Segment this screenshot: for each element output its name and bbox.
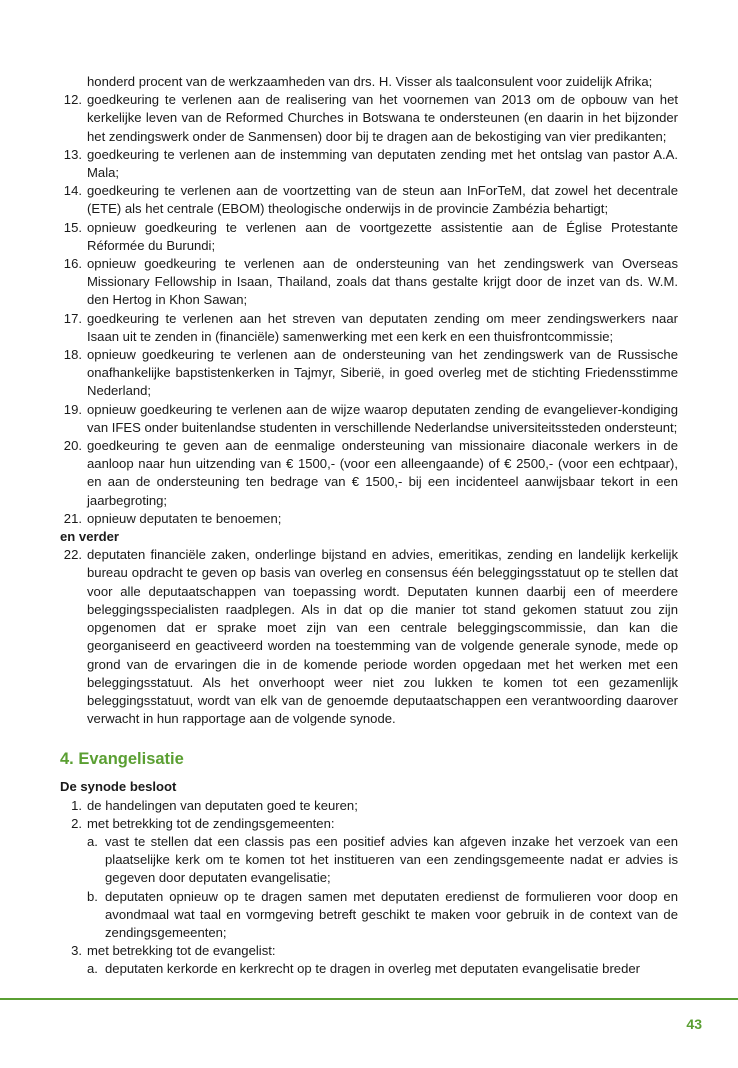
sub-list-item xyxy=(60,833,678,888)
footer-divider xyxy=(0,998,738,1000)
document-body xyxy=(60,73,678,979)
item-text: goedkeuring te verlenen aan de voortzetting van de steun aan InForTeM, dat zowel het decentrale (ETE) als het centrale (EBOM) theologische onderwijs in de provincie Zambézia behartigt; xyxy=(87,183,678,217)
list-item xyxy=(60,310,678,346)
item-text: goedkeuring te verlenen aan de instemming van deputaten zending met het ontslag van pastor A.A. Mala; xyxy=(87,146,678,181)
item-number: 12. xyxy=(63,92,82,108)
item-text: opnieuw goedkeuring te verlenen aan de voortgezette assistentie aan de Église Protestante Réformée du Burundi; xyxy=(87,219,678,253)
decision-list xyxy=(60,91,678,528)
list-item xyxy=(60,91,678,146)
item-number: 21. xyxy=(63,510,82,526)
item-number: 19. xyxy=(63,401,82,417)
item-number: 17. xyxy=(63,310,82,326)
item-text: opnieuw goedkeuring te verlenen aan de ondersteuning van het zendingswerk van Overseas Missionary Fellowship in Isaan, Thailand, zoals dat thans gestalte krijgt door de inzet van ds. W.M. den Hertog in Khon Sawan; xyxy=(87,256,678,308)
item-number: 2. xyxy=(71,815,82,831)
page-number: 43 xyxy=(686,1016,702,1032)
item-number: 22. xyxy=(63,547,82,563)
section-heading: 4. Evangelisatie xyxy=(60,750,184,769)
list-item xyxy=(60,546,678,728)
list-item-continuation: honderd procent van de werkzaamheden van drs. H. Visser als taalconsulent voor zuidelijk Afrika; xyxy=(87,74,653,89)
item-number: 18. xyxy=(63,347,82,363)
item-text: met betrekking tot de evangelist: xyxy=(87,943,276,959)
item-text: met betrekking tot de zendingsgemeenten: xyxy=(87,815,335,831)
list-item xyxy=(60,942,678,960)
item-number: 1. xyxy=(71,797,82,813)
evangelisatie-list xyxy=(60,797,678,979)
item-letter: a. xyxy=(87,961,98,977)
item-letter: a. xyxy=(87,833,98,849)
item-text: vast te stellen dat een classis pas een positief advies kan afgeven inzake het verzoek van een plaatselijke kerk om te komen tot het institueren van een zendingsgemeente nadat er advies is gegeven door deputaten evangelisatie; xyxy=(105,833,678,886)
list-item xyxy=(60,146,678,182)
item-text: goedkeuring te verlenen aan het streven van deputaten zending om meer zendingswerkers naar Isaan uit te zenden in (financiële) samenwerking met een kerk en een thuisfrontcommissie; xyxy=(87,310,678,344)
item-number: 13. xyxy=(63,146,82,162)
en-verder-label: en verder xyxy=(60,529,119,545)
list-item xyxy=(60,797,678,815)
item-number: 3. xyxy=(71,943,82,959)
sub-list-item xyxy=(60,888,678,943)
item-text: de handelingen van deputaten goed te keuren; xyxy=(87,797,358,813)
list-item xyxy=(60,401,678,437)
list-item xyxy=(60,346,678,401)
item-text: deputaten opnieuw op te dragen samen met deputaten eredienst de formulieren voor doop en avondmaal wat taal en vormgeving betreft geschikt te maken voor gebruik in de context van de zendingsgemeenten; xyxy=(105,888,678,940)
item-number: 16. xyxy=(63,256,82,272)
item-number: 14. xyxy=(63,183,82,199)
item-text: opnieuw deputaten te benoemen; xyxy=(87,510,282,526)
list-item xyxy=(60,219,678,255)
list-item xyxy=(60,182,678,218)
item-letter: b. xyxy=(87,888,98,904)
item-text: opnieuw goedkeuring te verlenen aan de wijze waarop deputaten zending de evangeliever-kondiging van IFES onder buitenlandse studenten in verschillende Nederlandse universiteitssteden ondersteunt; xyxy=(87,401,678,435)
item-text: deputaten financiële zaken, onderlinge bijstand en advies, emeritikas, zending en landelijk kerkelijk bureau opdracht te geven op basis van overleg en consensus één beleggingsstatuut op te stellen dat voor alle deputaatschappen van toepassing wordt. Deputaten kunnen daarbij een of meerdere beleggingsspecialisten raadplegen. Als in dat op die manier tot stand gekomen statuut zou zijn opgenomen dat er sprake moet zijn van een centrale beleggingscommissie, dan kan die georganiseerd en geactiveerd worden na toestemming van de volgende generale synode, mede op grond van de ervaringen die in de komende periode worden opgedaan met het werken met een beleggingsstatuut. Als het onverhoopt weer niet zou lukken te komen tot een gezamenlijk beleggingsstatuut, wordt van elk van de genoemde deputaatschappen een verantwoording daarover verwacht in hun rapportage aan de volgende synode. xyxy=(87,547,678,727)
list-item xyxy=(60,255,678,310)
item-text: deputaten kerkorde en kerkrecht op te dragen in overleg met deputaten evangelisatie breder xyxy=(105,961,641,977)
item-number: 15. xyxy=(63,219,82,235)
item-number: 20. xyxy=(63,438,82,454)
synode-besloot-label: De synode besloot xyxy=(60,779,177,795)
item-text: goedkeuring te geven aan de eenmalige ondersteuning van missionaire diaconale werkers in de aanloop naar hun uitzending van € 1500,- (voor een alleengaande) of € 2500,- (voor een echtpaar), en aan de ondersteuning ten bedrage van € 1500,- bij een incidenteel aanwijsbaar tekort in een jaarbegroting; xyxy=(87,438,678,508)
item-text: goedkeuring te verlenen aan de realisering van het voornemen van 2013 om de opbouw van het kerkelijke leven van de Reformed Churches in Botswana te ondersteunen (en daarin in het bijzonder het zendingswerk onder de Sanmensen) door bij te dragen aan de bekostiging van vier predikanten; xyxy=(87,92,678,144)
list-item xyxy=(60,815,678,833)
list-item xyxy=(60,437,678,510)
list-item xyxy=(60,510,678,528)
item-text: opnieuw goedkeuring te verlenen aan de ondersteuning van het zendingswerk van de Russische onafhankelijke bapstistenkerken in Tajmyr, Siberië, in goed overleg met de stichting Friedensstimme Nederland; xyxy=(87,347,678,399)
sub-list-item xyxy=(60,960,678,978)
